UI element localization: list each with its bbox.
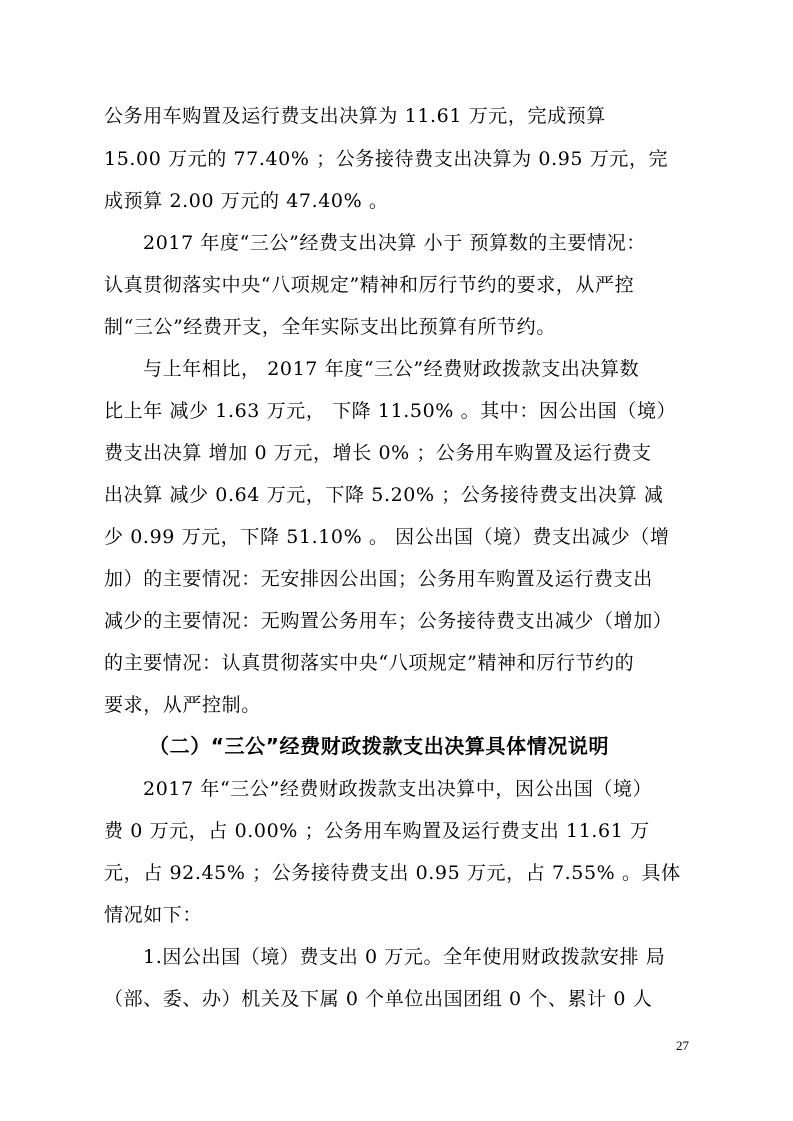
text-line: 减少的主要情况：无购置公务用车；公务接待费支出减少（增加） [104, 610, 673, 632]
text-line: 费支出决算 增加 0 万元，增长 0% ；公务用车购置及运行费支 [104, 442, 652, 464]
text-line: 制“三公”经费开支，全年实际支出比预算有所节约。 [104, 316, 556, 338]
text-line: 比上年 减少 1.63 万元， 下降 11.50% 。其中：因公出国（境） [104, 400, 677, 422]
text-line: 元，占 92.45% ；公务接待费支出 0.95 万元，占 7.55% 。具体 [104, 862, 681, 884]
text-line: 费 0 万元，占 0.00% ；公务用车购置及运行费支出 11.61 万 [104, 820, 650, 842]
text-line: 2017 年“三公”经费财政拨款支出决算中，因公出国（境） [143, 778, 653, 800]
text-line: 情况如下： [104, 904, 203, 926]
text-line: 认真贯彻落实中央“八项规定”精神和厉行节约的要求，从严控 [104, 274, 635, 296]
text-line: 2017 年度“三公”经费支出决算 小于 预算数的主要情况： [143, 232, 646, 254]
text-line: 与上年相比， 2017 年度“三公”经费财政拨款支出决算数 [143, 358, 640, 380]
text-line: 15.00 万元的 77.40% ；公务接待费支出决算为 0.95 万元，完 [104, 148, 669, 170]
page-number: 27 [676, 1038, 689, 1053]
text-line: （部、委、办）机关及下属 0 个单位出国团组 0 个、累计 0 人 [104, 988, 653, 1010]
text-line: 1.因公出国（境）费支出 0 万元。全年使用财政拨款安排 局 [143, 946, 666, 968]
text-line: 加）的主要情况：无安排因公出国；公务用车购置及运行费支出 [104, 568, 653, 590]
text-line: 要求，从严控制。 [104, 694, 261, 716]
text-line: 的主要情况：认真贯彻落实中央“八项规定”精神和厉行节约的 [104, 652, 635, 674]
text-line: 公务用车购置及运行费支出决算为 11.61 万元，完成预算 [104, 105, 606, 127]
section-heading: （二）“三公”经费财政拨款支出决算具体情况说明 [149, 734, 610, 758]
text-line: 少 0.99 万元，下降 51.10% 。 因公出国（境）费支出减少（增 [104, 526, 670, 548]
text-line: 出决算 减少 0.64 万元，下降 5.20% ；公务接待费支出决算 减 [104, 484, 664, 506]
text-line: 成预算 2.00 万元的 47.40% 。 [104, 190, 389, 212]
